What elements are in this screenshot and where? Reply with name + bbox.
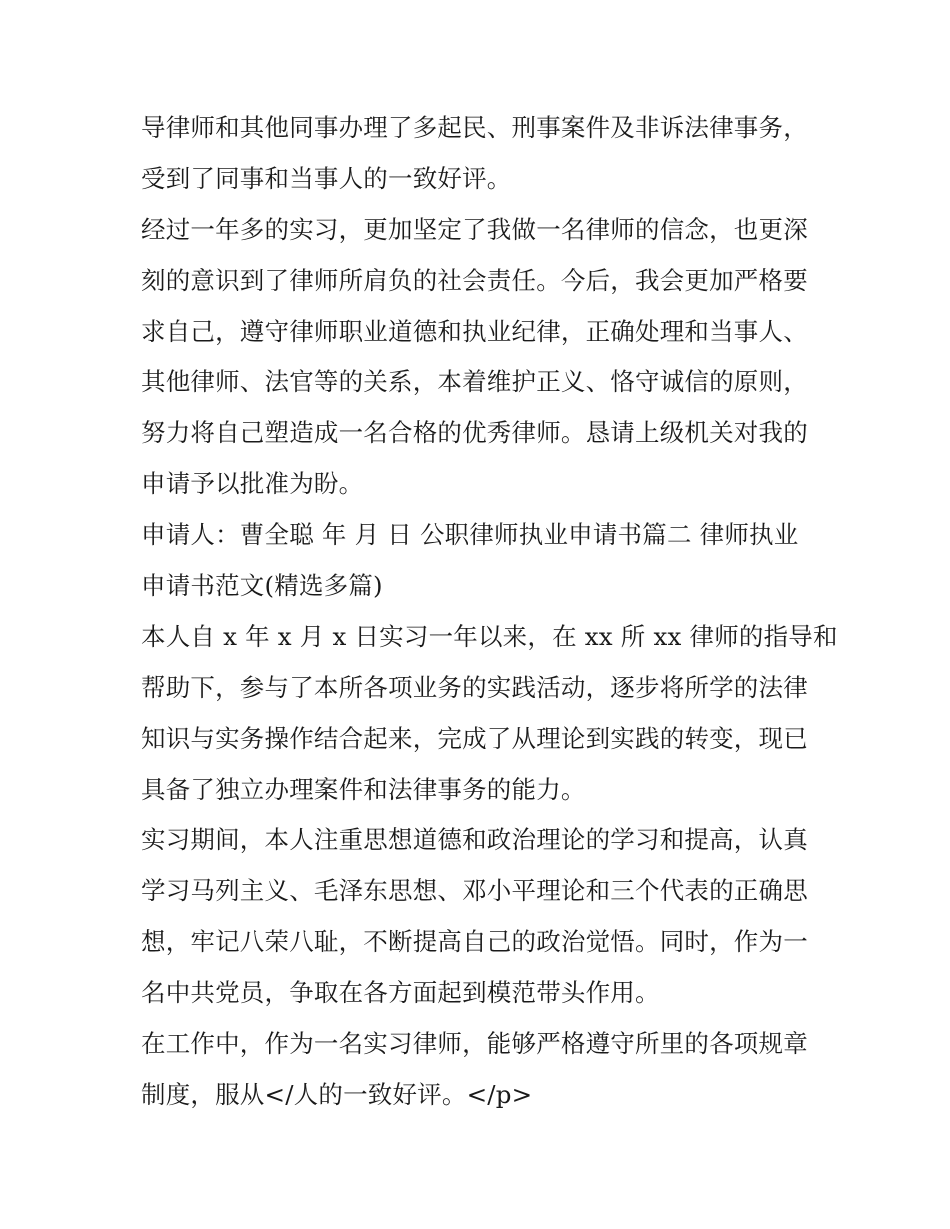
text-line-11: 本人自 x 年 x 月 x 日实习一年以来，在 xx 所 xx 律师的指导和 <box>141 621 838 651</box>
text-line-7: 努力将自己塑造成一名合格的优秀律师。恳请上级机关对我的 <box>141 418 808 448</box>
text-line-3: 经过一年多的实习，更加坚定了我做一名律师的信念，也更深 <box>141 214 808 244</box>
text-line-15: 实习期间，本人注重思想道德和政治理论的学习和提高，认真 <box>141 825 808 855</box>
text-line-9: 申请人：曹全聪 年 月 日 公职律师执业申请书篇二 律师执业 <box>141 520 799 550</box>
text-line-4: 刻的意识到了律师所肩负的社会责任。今后，我会更加严格要 <box>141 265 808 295</box>
text-line-2: 受到了同事和当事人的一致好评。 <box>141 163 512 193</box>
text-line-18: 名中共党员，争取在各方面起到模范带头作用。 <box>141 978 660 1008</box>
text-line-12: 帮助下，参与了本所各项业务的实践活动，逐步将所学的法律 <box>141 672 808 702</box>
document-body <box>141 103 838 1121</box>
text-line-1: 导律师和其他同事办理了多起民、刑事案件及非诉法律事务， <box>141 113 808 142</box>
text-line-6: 其他律师、法官等的关系，本着维护正义、恪守诚信的原则， <box>141 367 808 397</box>
text-line-10: 申请书范文(精选多篇) <box>141 571 383 601</box>
text-line-20: 制度，服从</人的一致好评。</p> <box>141 1079 533 1109</box>
text-line-17: 想，牢记八荣八耻，不断提高自己的政治觉悟。同时，作为一 <box>141 927 808 957</box>
text-line-14: 具备了独立办理案件和法律事务的能力。 <box>141 774 586 804</box>
text-line-16: 学习马列主义、毛泽东思想、邓小平理论和三个代表的正确思 <box>141 876 808 906</box>
text-line-8: 申请予以批准为盼。 <box>141 469 364 499</box>
text-line-13: 知识与实务操作结合起来，完成了从理论到实践的转变，现已 <box>141 723 808 753</box>
text-line-5: 求自己，遵守律师职业道德和执业纪律，正确处理和当事人、 <box>141 316 808 346</box>
text-line-19: 在工作中，作为一名实习律师，能够严格遵守所里的各项规章 <box>141 1029 808 1059</box>
